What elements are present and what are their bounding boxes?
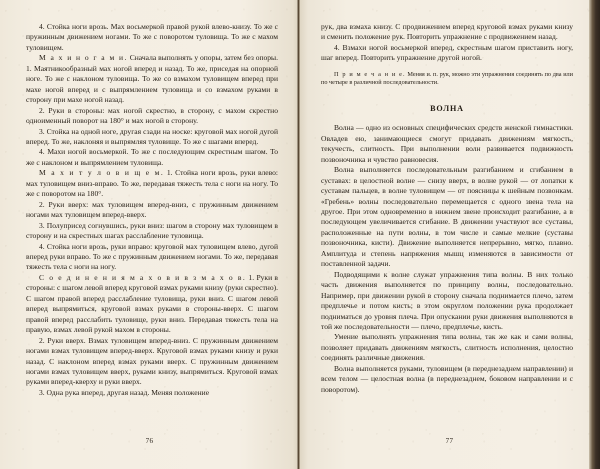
footnote-primechanie — [321, 71, 573, 88]
runin-heading-mahi-nogami: М а х и н о г а м и. — [39, 53, 128, 63]
footnote-runin-label: П р и м е ч а н и е. — [334, 70, 406, 78]
paragraph: Подводящими к волне служат упражнения типа волны. В них только часть движения выполняется по принципу волны, последовательно. Например, при движении рукой в сторону сначала поднимается плечо, затем предплечье и потом кисть; в этом округлом положении рука продолжает подниматься до уровня плеча. При опускании руки движения выполняются в той же последовательности — плечо, предплечье, кисть. — [321, 269, 573, 332]
paragraph: 4. Взмахи ногой восьмеркой вперед, скрестным шагом приставить ногу, шаг вперед. Повторить упражнение другой ногой. — [321, 42, 573, 63]
runin-heading-mahi-tulovishchem: М а х и т у л о в и щ е м. — [39, 168, 165, 178]
paragraph-continued: рук, два взмаха книзу. С продвижением вперед круговой взмах руками книзу и сменить положение рук. Повторить упражнение с продвижением назад. — [321, 22, 573, 42]
footnote-text: Меняя и. п. рук, можно эти упражнения соединять по два или по четыре в различной последовательности. — [321, 70, 574, 87]
paragraph: 2. Руки вверх: мах туловищем вперед-вниз, с пружинным движением ногами мах туловищем вперед-вверх. — [26, 199, 278, 220]
paragraph-text: 1. Руки в стороны: с шагом левой вперед круговой взмах руками книзу (руки скрестно). С шагом правой вперед расслабление туловища, руки вниз. С шагом левой вперед выпрямиться, круговой взмах руками в стороны-вверх. С шагом правой вперед расслабить туловище, руки вниз. Передавая тяжесть тела на правую, взмах левой рукой махом в стороны. — [26, 272, 278, 335]
page-edge-shadow — [589, 0, 600, 469]
page-number-right: 77 — [445, 437, 454, 445]
left-page — [0, 0, 299, 469]
paragraph: 4. Стойка ноги врозь, руки вправо: круговой мах туловищем влево, дугой вперед руки вправо. То же с пружинным движением ногами. То же, передавая тяжесть тела с ноги на ногу. — [26, 241, 278, 272]
paragraph: 3. Полуприсед согнувшись, руки вниз: шагом в сторону мах туловищем в сторону и на скрестных шагах расслабление туловища. — [26, 220, 278, 241]
left-page-textblock — [26, 22, 278, 398]
paragraph: 3. Одна рука вперед, другая назад. Меняя положение — [39, 387, 210, 397]
paragraph-text: Сначала выполнять у опоры, затем без опоры. 1. Маятникообразный мах ногой вперед и назад. То же, приседая на опорной ноге. То же с наклоном туловища. То же со взмахом туловищем вперед при махе ногой вперед и с выпрямлением туловища и со взмахом руками в сторону при махе ногой назад. — [26, 53, 279, 105]
right-page — [299, 0, 600, 469]
paragraph: Умение выполнять упражнения типа волны, так же как и сами волны, позволяет придавать движениям мягкость, слитность исполнения, целостно соединять различные движения. — [321, 332, 573, 363]
paragraph-with-runin-heading — [26, 168, 278, 199]
paragraph: 4. Стойка ноги врозь. Мах восьмеркой правой рукой влево-книзу. То же с пружинным движением ногами. То же с поворотом туловища. То же с махом туловищем. — [26, 22, 278, 52]
book-gutter — [297, 0, 300, 469]
paragraph-with-runin-heading — [26, 53, 278, 105]
paragraph: 4. Махи ногой восьмеркой. То же с последующим скрестным шагом. То же с наклоном и выпрямлением туловища. — [26, 147, 278, 167]
page-number-left: 76 — [145, 437, 154, 445]
paragraph: 2. Руки в стороны: мах ногой скрестно, в сторону, с махом скрестно одноименный поворот на 180° и мах ногой в сторону. — [26, 105, 278, 126]
paragraph: 2. Руки вверх. Взмах туловищем вперед-вниз. С пружинным движением ногами взмах туловищем вперед-вверх. Круговой взмах руками книзу и руки назад. С наклоном вперед взмах руками вверх. С пружинным движением ногами взмах туловищем вверх, руками книзу, выпрямиться. Круговой взмах руками вперед-кверху и руки вверх. — [26, 335, 278, 387]
paragraph-text: 1. Стойка ноги врозь, руки влево: мах туловищем вниз-вправо. То же, передавая тяжесть тела с ноги на ногу. То же с поворотом на 180°. — [26, 168, 279, 199]
paragraph: Волна выполняется последовательным разгибанием и сгибанием в суставах: в целостной волне — снизу вверх, в волне рукой — от лопатки к суставам пальцев, в волне туловищем — от поясницы к шейным позвонкам. «Гребень» волны последовательно перемещается с одного звена тела на другое. При этом одновременно в нижнем звене происходит разгибание, а в последующем увеличивается сгибание. В движении участвуют все суставы, расположенные на пути волны, в том числе и самые мелкие (суставы позвоночника, кисти). Движение выполняется непрерывно, мягко, плавно. Амплитуда и степень напряжения мышц изменяются в зависимости от поставленной задачи. — [321, 165, 573, 269]
right-page-textblock — [321, 22, 573, 395]
paragraph: Волна — одно из основных специфических средств женской гимнастики. Овладев ею, занимающиеся смогут придавать движениям мягкость, текучесть, слитность. При выполнении волн развивается подвижность позвоночника и чувство равновесия. — [321, 123, 573, 164]
paragraph: 3. Стойка на одной ноге, другая сзади на носке: круговой мах ногой дугой вперед. То же, наклоняя и выпрямляя туловище. То же с шагами вперед. — [26, 126, 278, 146]
paragraph-with-runin-heading — [26, 273, 278, 336]
paragraph: Волна выполняется руками, туловищем (в переднезаднем направлении) и всем телом — целостная волна (в переднезаднем, боковом направлении и с поворотом). — [321, 363, 573, 394]
runin-heading-soedineniya-mahov: С о е д и н е н и я м а х о в и в з м а х о в. — [39, 272, 247, 282]
section-heading-volna: ВОЛНА — [430, 104, 464, 114]
